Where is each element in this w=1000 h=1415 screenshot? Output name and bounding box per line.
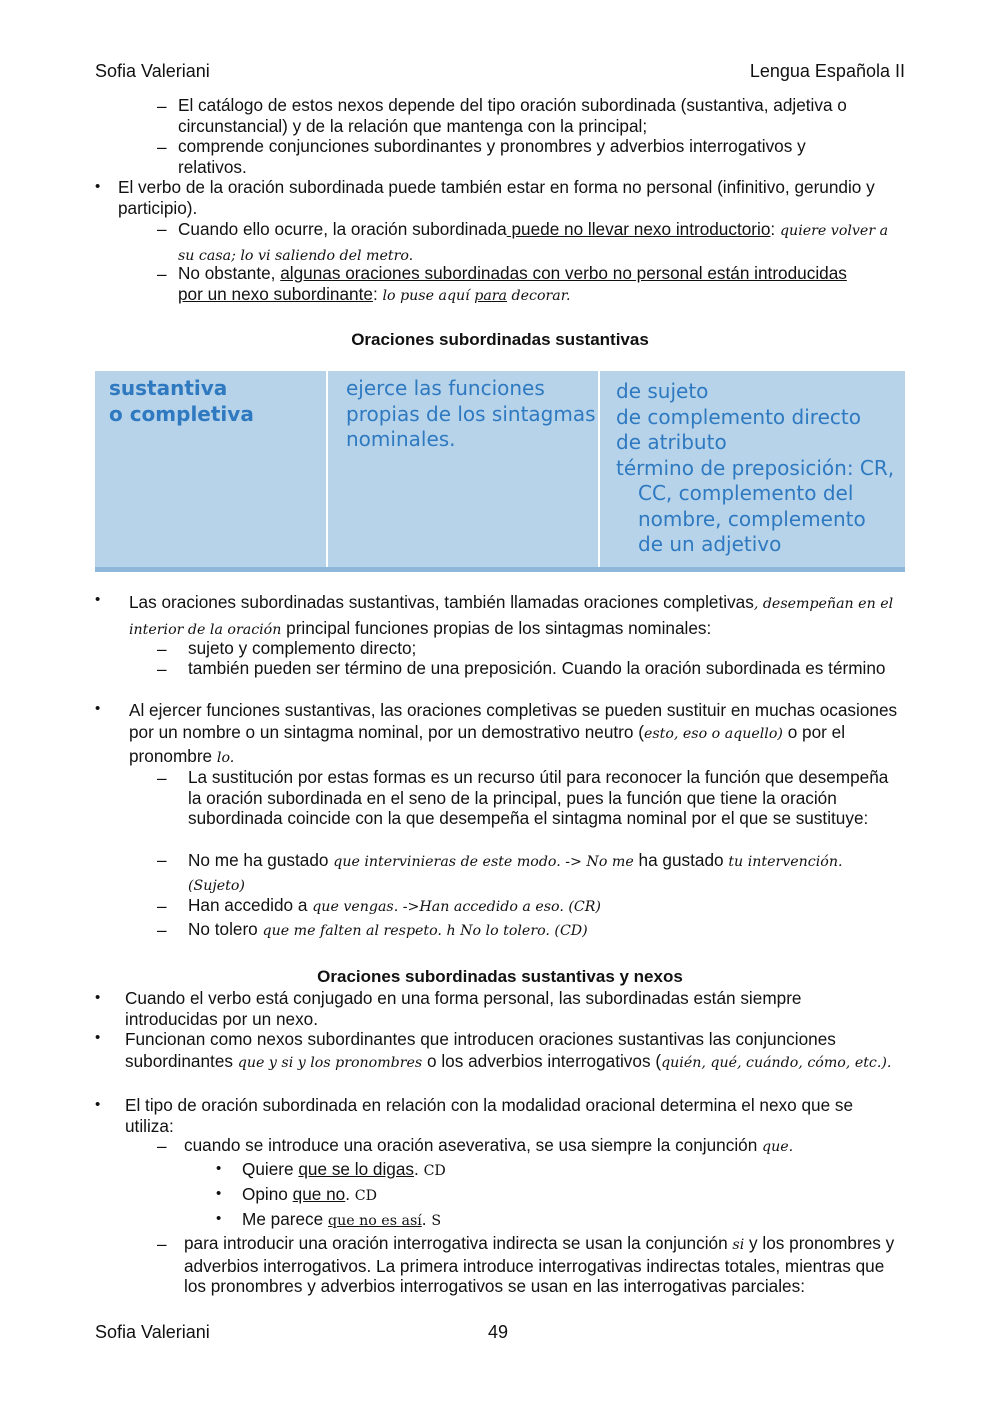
sustantivas-dash-2: también pueden ser término de una preposición. Cuando la oración subordinada es término [188,658,886,678]
bullet-marker: • [95,591,101,608]
bullet-marker: • [216,1210,222,1227]
bullet-marker: • [95,700,101,717]
header-author: Sofia Valeriani [95,61,210,81]
intro-dash-1: El catálogo de estos nexos depende del tipo oración subordinada (sustantiva, adjetiva o circunstancial) y de la relación que mantenga con la principal; [178,95,847,136]
bullet-marker: • [95,989,101,1006]
dash-marker: – [157,96,167,116]
nexos-dash-1: cuando se introduce una oración aseverativa, se usa siempre la conjunción que. [184,1135,794,1155]
intro-dash-2: comprende conjunciones subordinantes y pronombres y adverbios interrogativos y relativos. [178,136,806,177]
example-opino: Opino que no. CD [242,1184,378,1204]
dash-marker: – [157,920,167,940]
sustantivas-dash-3: La sustitución por estas formas es un recurso útil para reconocer la función que desempeña la oración subordinada en el seno de la principal, pues la función que tiene la oración subordinada coincide con la que desempeña el sintagma nominal por el que se sustituye: [188,767,889,828]
column-divider [598,371,600,567]
bullet-marker: • [216,1160,222,1177]
nexos-bullet-1: Cuando el verbo está conjugado en una forma personal, las subordinadas están siempre introducidas por un nexo. [125,988,802,1029]
bullet-marker: • [95,1096,101,1113]
nexos-dash-2: para introducir una oración interrogativa indirecta se usan la conjunción si y los pronombres y adverbios interrogativos. La primera introduce interrogativas indirectas totales, mientras que los pronombres y adverbios interrogativos se usan en las interrogativas parciales: [184,1233,895,1296]
section-title: Oraciones subordinadas sustantivas y nexos [317,967,683,986]
bullet-marker: • [95,178,101,195]
section-title: Oraciones subordinadas sustantivas [351,330,649,349]
sustantivas-dash-1: sujeto y complemento directo; [188,638,417,658]
sustantivas-bullet-1: Las oraciones subordinadas sustantivas, también llamadas oraciones completivas, desempeñan en el interior de la oración principal funciones propias de los sintagmas nominales: [129,592,894,638]
table-col-type: sustantiva o completiva [109,376,254,426]
dash-marker: – [157,137,167,157]
header-course: Lengua Española II [749,61,905,81]
dash-marker: – [157,768,167,788]
dash-marker: – [157,896,167,916]
intro-bullet-1: El verbo de la oración subordinada puede también estar en forma no personal (infinitivo, gerundio y participio). [118,177,875,218]
table-col-roles: de sujeto de complemento directo de atributo término de preposición: CR, CC, complemento del nombre, complemento de un adjetivo [616,379,895,556]
example-cd: No tolero que me falten al respeto. h No lo tolero. (CD) [188,919,588,939]
nexos-bullet-2: Funcionan como nexos subordinantes que introducen oraciones sustantivas las conjunciones subordinantes que y si y los pronombres o los adverbios interrogativos (quién, qué, cuándo, cómo, etc.). [125,1029,892,1071]
dash-marker: – [157,1234,167,1254]
bullet-marker: • [216,1185,222,1202]
dash-marker: – [157,264,167,284]
dash-marker: – [157,219,167,239]
dash-marker: – [157,850,167,870]
intro-dash-3: Cuando ello ocurre, la oración subordinada puede no llevar nexo introductorio: quiere volver a su casa; lo vi saliendo del metro. [178,219,889,264]
column-divider [326,371,328,567]
classification-table [95,371,905,572]
page-number: 49 [488,1322,509,1342]
dash-marker: – [157,1136,167,1156]
table-col-function: ejerce las funciones propias de los sintagmas nominales. [346,376,596,451]
footer-author: Sofia Valeriani [95,1322,210,1342]
nexos-bullet-3: El tipo de oración subordinada en relación con la modalidad oracional determina el nexo que se utiliza: [125,1095,854,1136]
dash-marker: – [157,659,167,679]
example-quiere: Quiere que se lo digas. CD [242,1159,446,1179]
example-sujeto: No me ha gustado que intervinieras de este modo. -> No me ha gustado tu intervención. (Sujeto) [188,850,843,894]
example-parece: Me parece que no es así. S [242,1209,442,1229]
example-cr: Han accedido a que vengas. ->Han accedido a eso. (CR) [188,895,601,915]
intro-dash-4: No obstante, algunas oraciones subordinadas con verbo no personal están introducidas por un nexo subordinante: lo puse aquí para decorar. [178,263,847,304]
dash-marker: – [157,639,167,659]
bullet-marker: • [95,1029,101,1046]
sustantivas-bullet-2: Al ejercer funciones sustantivas, las oraciones completivas se pueden sustituir en muchas ocasiones por un nombre o un sintagma nominal, por un demostrativo neutro (esto, eso o aquello) o por el pronombre lo. [129,700,898,766]
